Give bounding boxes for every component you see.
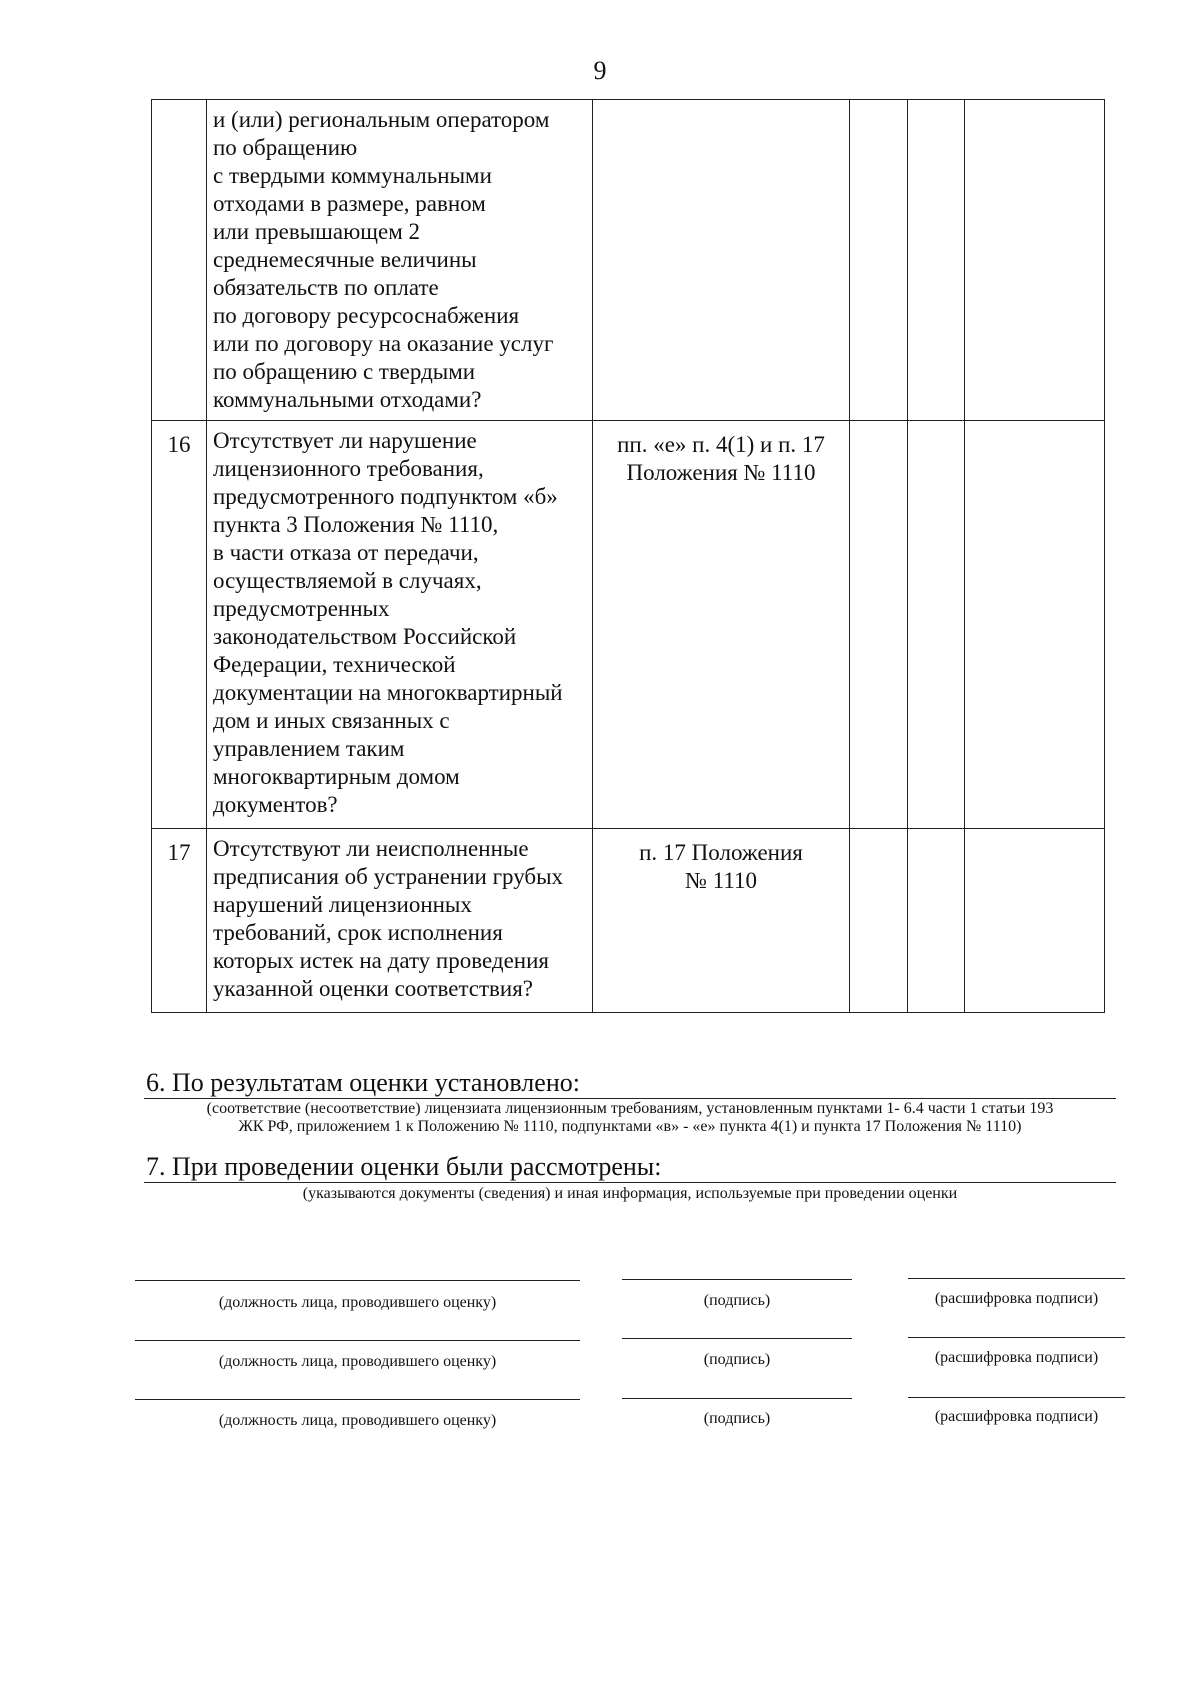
section-6-title: 6. По результатам оценки установлено: bbox=[146, 1068, 580, 1097]
decode-caption: (расшифровка подписи) bbox=[934, 1349, 1099, 1366]
signature-line[interactable] bbox=[622, 1398, 852, 1399]
row-number: 17 bbox=[152, 829, 207, 1013]
answer-no-cell[interactable] bbox=[908, 100, 965, 421]
decode-caption: (расшифровка подписи) bbox=[934, 1290, 1099, 1307]
legal-reference: пп. «е» п. 4(1) и п. 17 Положения № 1110 bbox=[593, 421, 850, 829]
section-6-note-line-1: (соответствие (несоответствие) лицензиата лицензионным требованиям, установленным пунктами 1- 6.4 части 1 статьи 193 bbox=[206, 1100, 1054, 1117]
answer-yes-cell[interactable] bbox=[850, 829, 908, 1013]
decode-line[interactable] bbox=[908, 1278, 1125, 1279]
signature-caption: (подпись) bbox=[703, 1292, 771, 1309]
answer-no-cell[interactable] bbox=[908, 829, 965, 1013]
position-line[interactable] bbox=[135, 1340, 580, 1341]
section-7-note: (указываются документы (сведения) и иная информация, используемые при проведении оценки bbox=[302, 1185, 958, 1202]
position-line[interactable] bbox=[135, 1280, 580, 1281]
position-caption: (должность лица, проводившего оценку) bbox=[218, 1412, 497, 1429]
requirement-text: Отсутствуют ли неисполненные предписания об устранении грубых нарушений лицензионных требований, срок исполнения которых истек на дату проведения указанной оценки соответствия? bbox=[207, 829, 593, 1013]
signature-line[interactable] bbox=[622, 1338, 852, 1339]
requirement-text: и (или) региональным оператором по обращению с твердыми коммунальными отходами в размере, равном или превышающем 2 среднемесячные величины обязательств по оплате по договору ресурсоснабжения или по договору на оказание услуг по обращению с твердыми коммунальными отходами? bbox=[207, 100, 593, 421]
position-caption: (должность лица, проводившего оценку) bbox=[218, 1353, 497, 1370]
position-caption: (должность лица, проводившего оценку) bbox=[218, 1294, 497, 1311]
notes-cell[interactable] bbox=[965, 100, 1105, 421]
position-line[interactable] bbox=[135, 1399, 580, 1400]
legal-reference bbox=[593, 100, 850, 421]
checklist-table bbox=[151, 99, 1105, 1013]
requirement-text: Отсутствует ли нарушение лицензионного требования, предусмотренного подпунктом «б» пункта 3 Положения № 1110, в части отказа от передачи, осуществляемой в случаях, предусмотренных законодательством Российской Федерации, технической документации на многоквартирный дом и иных связанных с управлением таким многоквартирным домом документов? bbox=[207, 421, 593, 829]
table-row bbox=[152, 100, 1105, 421]
notes-cell[interactable] bbox=[965, 829, 1105, 1013]
section-7-title: 7. При проведении оценки были рассмотрены: bbox=[146, 1152, 662, 1181]
signature-caption: (подпись) bbox=[703, 1410, 771, 1427]
decode-caption: (расшифровка подписи) bbox=[934, 1408, 1099, 1425]
row-number bbox=[152, 100, 207, 421]
row-number: 16 bbox=[152, 421, 207, 829]
page-number: 9 bbox=[593, 56, 607, 85]
answer-yes-cell[interactable] bbox=[850, 100, 908, 421]
table-row bbox=[152, 421, 1105, 829]
section-6-rule[interactable] bbox=[144, 1098, 1116, 1099]
table-row bbox=[152, 829, 1105, 1013]
answer-yes-cell[interactable] bbox=[850, 421, 908, 829]
legal-reference: п. 17 Положения № 1110 bbox=[593, 829, 850, 1013]
signature-line[interactable] bbox=[622, 1279, 852, 1280]
answer-no-cell[interactable] bbox=[908, 421, 965, 829]
section-6-note-line-2: ЖК РФ, приложением 1 к Положению № 1110, подпунктами «в» - «е» пункта 4(1) и пункта 17 Положения № 1110) bbox=[238, 1118, 1022, 1135]
section-7-rule[interactable] bbox=[144, 1182, 1116, 1183]
signature-caption: (подпись) bbox=[703, 1351, 771, 1368]
notes-cell[interactable] bbox=[965, 421, 1105, 829]
decode-line[interactable] bbox=[908, 1397, 1125, 1398]
decode-line[interactable] bbox=[908, 1337, 1125, 1338]
